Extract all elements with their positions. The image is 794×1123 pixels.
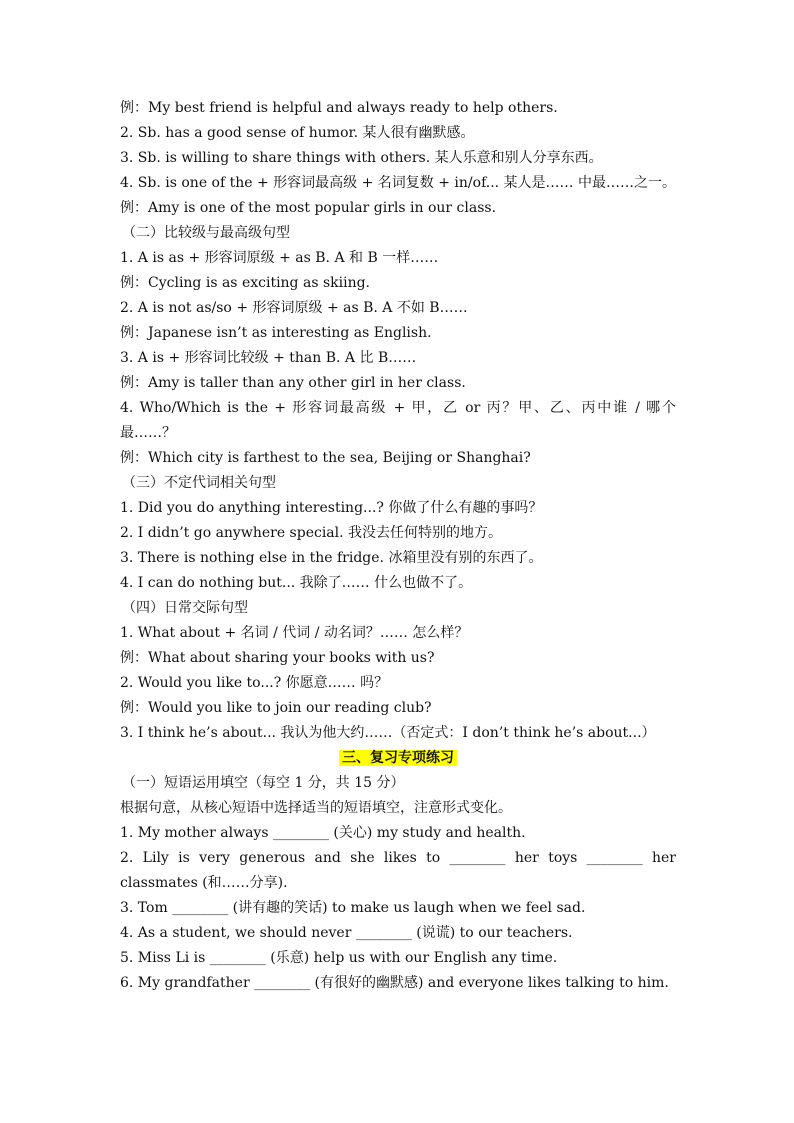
exercise-item: 5. Miss Li is ________ (乐意) help us with our English any time. bbox=[120, 950, 558, 966]
pattern-line: 3. Sb. is willing to share things with others. 某人乐意和别人分享东西。 bbox=[120, 150, 603, 166]
example-line: 例：Japanese isn’t as interesting as English. bbox=[120, 325, 432, 341]
pattern-line: 4. I can do nothing but... 我除了…… 什么也做不了。 bbox=[120, 575, 473, 591]
pattern-line: 1. A is as + 形容词原级 + as B. A 和 B 一样…… bbox=[120, 250, 439, 266]
example-line: 例：Amy is one of the most popular girls in our class. bbox=[120, 200, 497, 216]
document-body bbox=[120, 96, 676, 996]
exercise-item: 6. My grandfather ________ (有很好的幽默感) and everyone likes talking to him. bbox=[120, 975, 669, 991]
example-line: 例：My best friend is helpful and always ready to help others. bbox=[120, 100, 558, 116]
pattern-line: 2. Sb. has a good sense of humor. 某人很有幽默感。 bbox=[120, 125, 475, 141]
subsection-heading-daily-communication: （四）日常交际句型 bbox=[122, 600, 248, 616]
subsection-heading-comparison: （二）比较级与最高级句型 bbox=[122, 225, 290, 241]
section-title-wrapper bbox=[120, 746, 676, 771]
pattern-line: 4. Who/Which is the + 形容词最高级 + 甲，乙 or 丙？甲、乙、丙中谁 / 哪个最……？ bbox=[120, 400, 676, 441]
exercise-item: 2. Lily is very generous and she likes to ________ her toys ________ her classmates (和……分享). bbox=[120, 850, 676, 891]
pattern-line: 3. A is + 形容词比较级 + than B. A 比 B…… bbox=[120, 350, 417, 366]
example-line: 例：Cycling is as exciting as skiing. bbox=[120, 275, 371, 291]
pattern-line: 1. Did you do anything interesting...? 你做了什么有趣的事吗？ bbox=[120, 500, 543, 516]
exercise-item: 1. My mother always ________ (关心) my study and health. bbox=[120, 825, 526, 841]
exercise-instruction: 根据句意，从核心短语中选择适当的短语填空，注意形式变化。 bbox=[120, 800, 512, 816]
pattern-line: 2. Would you like to...? 你愿意…… 吗？ bbox=[120, 675, 389, 691]
pattern-line: 2. I didn’t go anywhere special. 我没去任何特别的地方。 bbox=[120, 525, 503, 541]
exercise-heading: （一）短语运用填空（每空 1 分，共 15 分） bbox=[122, 775, 405, 791]
pattern-line: 3. There is nothing else in the fridge. 冰箱里没有别的东西了。 bbox=[120, 550, 543, 566]
example-line: 例：Would you like to join our reading club? bbox=[120, 700, 432, 716]
pattern-line: 2. A is not as/so + 形容词原级 + as B. A 不如 B…… bbox=[120, 300, 468, 316]
section-title: 三、复习专项练习 bbox=[339, 750, 457, 766]
subsection-heading-indefinite-pronouns: （三）不定代词相关句型 bbox=[122, 475, 276, 491]
example-line: 例：What about sharing your books with us? bbox=[120, 650, 435, 666]
pattern-line: 1. What about + 名词 / 代词 / 动名词？…… 怎么样？ bbox=[120, 625, 469, 641]
pattern-line: 3. I think he’s about... 我认为他大约……（否定式：I don’t think he’s about...） bbox=[120, 725, 656, 741]
pattern-line: 4. Sb. is one of the + 形容词最高级 + 名词复数 + in/of... 某人是…… 中最……之一。 bbox=[120, 175, 677, 191]
example-line: 例：Which city is farthest to the sea, Beijing or Shanghai? bbox=[120, 450, 531, 466]
example-line: 例：Amy is taller than any other girl in her class. bbox=[120, 375, 466, 391]
exercise-item: 3. Tom ________ (讲有趣的笑话) to make us laugh when we feel sad. bbox=[120, 900, 586, 916]
exercise-item: 4. As a student, we should never ________ (说谎) to our teachers. bbox=[120, 925, 573, 941]
